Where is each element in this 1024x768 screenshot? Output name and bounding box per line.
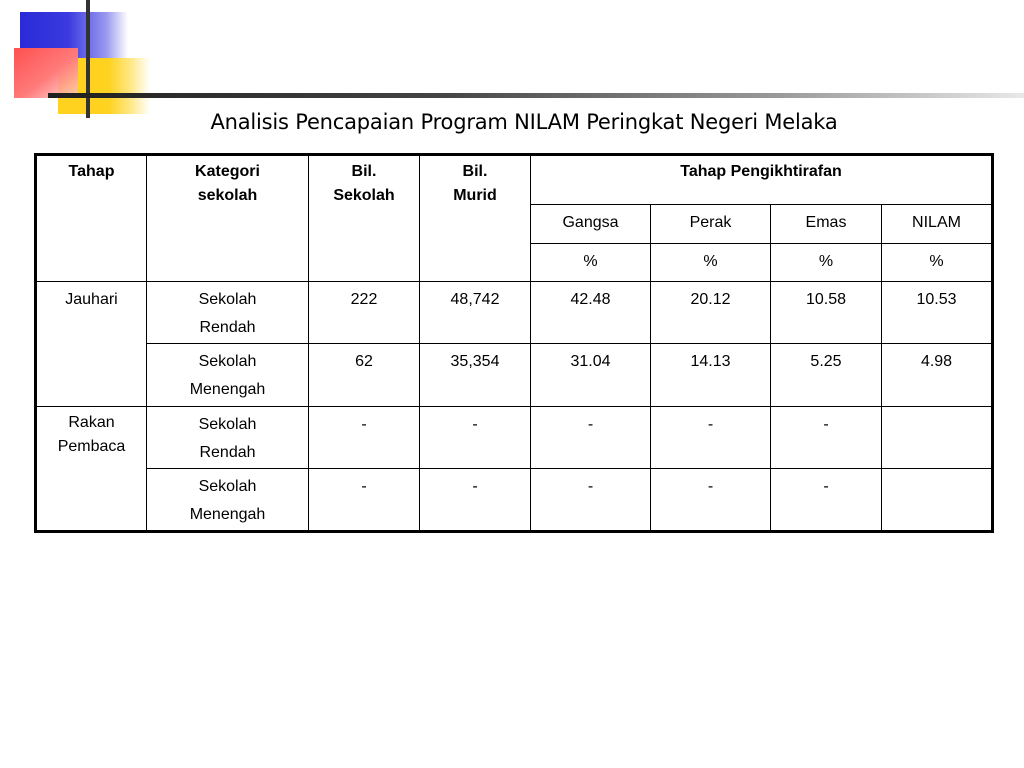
header-tahap: Tahap xyxy=(36,155,147,282)
bil-murid-cell: 48,742 xyxy=(420,281,531,343)
unit-percent: % xyxy=(651,243,771,281)
nilam-cell: 10.53 xyxy=(882,281,993,343)
emas-cell: - xyxy=(771,406,882,468)
gangsa-cell: - xyxy=(531,406,651,468)
header-perak: Perak xyxy=(651,205,771,243)
decor-red-block xyxy=(14,48,78,98)
perak-cell: - xyxy=(651,469,771,532)
perak-cell: 14.13 xyxy=(651,344,771,406)
decor-vertical-line xyxy=(86,0,90,118)
header-pengiktirafan: Tahap Pengikhtirafan xyxy=(531,155,993,205)
kategori-cell: Sekolah Rendah xyxy=(147,406,309,468)
bil-sekolah-cell: - xyxy=(309,469,420,532)
gangsa-cell: - xyxy=(531,469,651,532)
table-row xyxy=(36,344,993,406)
header-row xyxy=(36,155,993,205)
kategori-cell: Sekolah Menengah xyxy=(147,469,309,532)
bil-murid-cell: - xyxy=(420,469,531,532)
table-row xyxy=(36,406,993,468)
header-bil-sekolah: Bil. Sekolah xyxy=(309,155,420,282)
emas-cell: 10.58 xyxy=(771,281,882,343)
emas-cell: - xyxy=(771,469,882,532)
slide-title: Analisis Pencapaian Program NILAM Peringkat Negeri Melaka xyxy=(210,110,838,134)
gangsa-cell: 42.48 xyxy=(531,281,651,343)
header-gangsa: Gangsa xyxy=(531,205,651,243)
bil-sekolah-cell: - xyxy=(309,406,420,468)
unit-percent: % xyxy=(771,243,882,281)
header-nilam: NILAM xyxy=(882,205,993,243)
unit-percent: % xyxy=(531,243,651,281)
perak-cell: 20.12 xyxy=(651,281,771,343)
bil-murid-cell: - xyxy=(420,406,531,468)
table-row xyxy=(36,469,993,532)
bil-sekolah-cell: 62 xyxy=(309,344,420,406)
gangsa-cell: 31.04 xyxy=(531,344,651,406)
header-emas: Emas xyxy=(771,205,882,243)
emas-cell: 5.25 xyxy=(771,344,882,406)
header-kategori: Kategori sekolah xyxy=(147,155,309,282)
decor-horizontal-rule xyxy=(48,93,1024,98)
nilam-cell xyxy=(882,469,993,532)
nilam-table xyxy=(34,153,994,533)
unit-percent: % xyxy=(882,243,993,281)
table-row xyxy=(36,281,993,343)
bil-murid-cell: 35,354 xyxy=(420,344,531,406)
kategori-cell: Sekolah Menengah xyxy=(147,344,309,406)
header-bil-murid: Bil. Murid xyxy=(420,155,531,282)
tahap-cell: Rakan Pembaca xyxy=(36,406,147,531)
bil-sekolah-cell: 222 xyxy=(309,281,420,343)
perak-cell: - xyxy=(651,406,771,468)
tahap-cell: Jauhari xyxy=(36,281,147,406)
nilam-cell: 4.98 xyxy=(882,344,993,406)
nilam-cell xyxy=(882,406,993,468)
kategori-cell: Sekolah Rendah xyxy=(147,281,309,343)
